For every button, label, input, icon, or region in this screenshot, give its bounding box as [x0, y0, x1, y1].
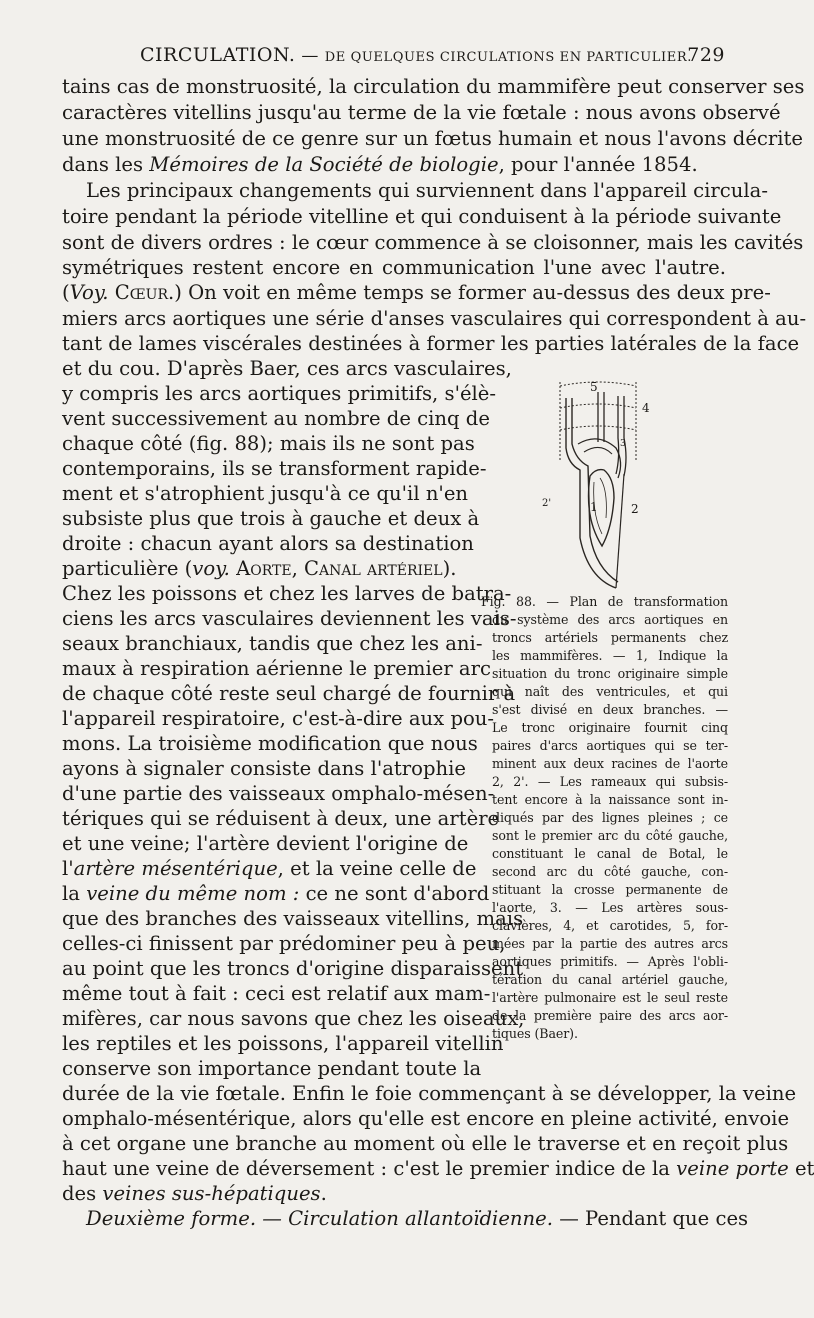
body-line: d'une partie des vaisseaux omphalo-mésen- [62, 782, 495, 805]
figure-caption-line: tent encore à la naissance sont in- [492, 792, 728, 807]
smallcaps-ref: Cœur. [108, 281, 175, 304]
running-head-sub: DE QUELQUES CIRCULATIONS EN PARTICULIER. [324, 50, 692, 65]
figure-caption-line: situation du tronc originaire simple [492, 666, 728, 681]
body-line [62, 1182, 726, 1206]
italic-ref: Voy. [69, 281, 109, 304]
figure-label: 4 [642, 401, 650, 415]
figure-caption-line: sont le premier arc du côté gauche, [492, 828, 728, 843]
italic-ref: voy. [192, 557, 230, 580]
body-line: que des branches des vaisseaux vitellins, mais [62, 907, 524, 930]
figure-caption-line: constituant le canal de Botal, le [492, 846, 728, 861]
body-line [62, 281, 771, 305]
body-line: symétriques restent encore en communication l'une avec l'autre. [62, 256, 726, 279]
body-line: sont de divers ordres : le cœur commence à se cloisonner, mais les cavités [62, 231, 804, 254]
smallcaps-ref: Aorte, Canal artériel). [229, 557, 457, 580]
body-line: omphalo-mésentérique, alors qu'elle est encore en pleine activité, envoie [62, 1107, 790, 1130]
figure-caption-line: du système des arcs aortiques en [492, 612, 728, 627]
body-line: de chaque côté reste seul chargé de fournir à [62, 682, 516, 705]
text-run: des [62, 1182, 103, 1205]
italic-term: veine du même nom : [86, 882, 300, 905]
body-line: celles-ci finissent par prédominer peu à peu, [62, 932, 506, 955]
body-line: mons. La troisième modification que nous [62, 732, 478, 755]
italic-citation: Mémoires de la Société de biologie [149, 153, 499, 176]
body-line: tériques qui se réduisent à deux, une artère [62, 807, 500, 830]
text-run: — Pendant que ces [552, 1207, 749, 1230]
text-run: . [320, 1182, 327, 1205]
body-line: Les principaux changements qui surviennent dans l'appareil circula- [86, 179, 768, 202]
figure-caption-line: les mammifères. — 1, Indique la [492, 648, 728, 663]
text-run: dans les [62, 153, 150, 176]
figure-caption-line: 2, 2'. — Les rameaux qui subsis- [492, 774, 728, 789]
body-line: seaux branchiaux, tandis que chez les ani- [62, 632, 483, 655]
figure-caption-line: diqués par des lignes pleines ; ce [492, 810, 728, 825]
body-line: conserve son importance pendant toute la [62, 1057, 482, 1080]
figure-caption-line: s'est divisé en deux branches. — [492, 702, 728, 717]
body-line: caractères vitellins jusqu'au terme de la vie fœtale : nous avons observé [62, 101, 781, 124]
body-line: les reptiles et les poissons, l'appareil vitellin [62, 1032, 504, 1055]
body-line [62, 557, 462, 581]
italic-term: veine porte [676, 1157, 789, 1180]
body-line: vent successivement au nombre de cinq de [62, 407, 490, 430]
body-line: au point que les troncs d'origine disparaissent [62, 957, 524, 980]
text-run: l' [62, 857, 74, 880]
figure-caption-line: stituant la crosse permanente de [492, 882, 728, 897]
page-number: 729 [687, 44, 725, 66]
figure-caption-line: tiques (Baer). [492, 1026, 578, 1041]
body-line: à cet organe une branche au moment où elle le traverse et en reçoit plus [62, 1132, 789, 1155]
italic-term: artère mésentérique [73, 857, 278, 880]
body-line: maux à respiration aérienne le premier arc [62, 657, 491, 680]
text-run: , pour l'année 1854. [498, 153, 698, 176]
body-line [62, 857, 477, 881]
body-line: chaque côté (fig. 88); mais ils ne sont pas [62, 432, 475, 455]
body-line: ayons à signaler consiste dans l'atrophie [62, 757, 466, 780]
figure-caption-line: qui naît des ventricules, et qui [492, 684, 728, 699]
body-line: et une veine; l'artère devient l'origine de [62, 832, 469, 855]
body-line: Chez les poissons et chez les larves de batra- [62, 582, 512, 605]
body-line: l'appareil respiratoire, c'est-à-dire aux pou- [62, 707, 495, 730]
figure-caption-line: paires d'arcs aortiques qui se ter- [492, 738, 728, 753]
body-line: toire pendant la période vitelline et qui conduisent à la période suivante [62, 205, 782, 228]
figure-caption-line: de la première paire des arcs aor- [492, 1008, 728, 1023]
body-line: subsiste plus que trois à gauche et deux à [62, 507, 480, 530]
body-line: et du cou. D'après Baer, ces arcs vasculaires, [62, 357, 512, 380]
running-head-main: CIRCULATION. [140, 44, 296, 66]
body-line: mifères, car nous savons que chez les oiseaux, [62, 1007, 525, 1030]
figure-caption-line: Le tronc originaire fournit cinq [492, 720, 728, 735]
figure-caption-line: minent aux deux racines de l'aorte [492, 756, 728, 771]
figure-label: 3 [620, 439, 626, 449]
figure-caption-line: l'aorte, 3. — Les artères sous- [492, 900, 728, 915]
body-line: y compris les arcs aortiques primitifs, s'élè- [62, 382, 497, 405]
body-line [62, 1157, 814, 1181]
body-line: durée de la vie fœtale. Enfin le foie commençant à se développer, la veine [62, 1082, 797, 1105]
figure-caption-line: Fig. 88. — Plan de transformation [481, 594, 728, 609]
body-line [62, 882, 490, 906]
body-line [86, 1207, 749, 1231]
text-run: la [62, 882, 87, 905]
figure-caption-line: mées par la partie des autres arcs [492, 936, 728, 951]
running-header [140, 44, 725, 72]
body-line: tant de lames viscérales destinées à former les parties latérales de la face [62, 332, 800, 355]
text-run: ) On voit en même temps se former au-dessus des deux pre- [174, 281, 771, 304]
aortic-arches-figure [538, 378, 658, 592]
body-line: contemporains, ils se transforment rapide- [62, 457, 487, 480]
body-line: ciens les arcs vasculaires deviennent les vais- [62, 607, 517, 630]
running-head [140, 44, 692, 66]
figure-label: 2 [631, 502, 639, 516]
body-line: miers arcs aortiques une série d'anses vasculaires qui correspondent à au- [62, 307, 807, 330]
text-run: , et la veine celle de [277, 857, 477, 880]
text-run: haut une veine de déversement : c'est le premier indice de la [62, 1157, 677, 1180]
figure-caption-line: troncs artériels permanents chez [492, 630, 728, 645]
body-line [62, 153, 726, 177]
figure-caption-line: tération du canal artériel gauche, [492, 972, 728, 987]
italic-term: veines sus-hépatiques [102, 1182, 321, 1205]
figure-label: 5 [590, 380, 598, 394]
body-line: même tout à fait : ceci est relatif aux mam- [62, 982, 491, 1005]
section-heading-italic: Deuxième forme. — Circulation allantoïdienne. [86, 1207, 553, 1230]
text-run: et [788, 1157, 814, 1180]
body-line: tains cas de monstruosité, la circulation du mammifère peut conserver ses [62, 75, 805, 98]
text-run: ( [62, 281, 70, 304]
figure-caption-line: l'artère pulmonaire est le seul reste [492, 990, 728, 1005]
body-line: une monstruosité de ce genre sur un fœtus humain et nous l'avons décrite [62, 127, 803, 150]
figure-caption-line: clavières, 4, et carotides, 5, for- [492, 918, 728, 933]
figure-label: 2' [542, 498, 552, 509]
figure-caption-line: aortiques primitifs. — Après l'obli- [492, 954, 728, 969]
text-run: ce ne sont d'abord [299, 882, 490, 905]
body-line: ment et s'atrophient jusqu'à ce qu'il n'en [62, 482, 469, 505]
figure-label: 1 [590, 500, 598, 514]
running-head-dash: — [301, 46, 319, 66]
body-line: droite : chacun ayant alors sa destination [62, 532, 474, 555]
text-run: particulière ( [62, 557, 193, 580]
figure-caption-line: second arc du côté gauche, con- [492, 864, 728, 879]
